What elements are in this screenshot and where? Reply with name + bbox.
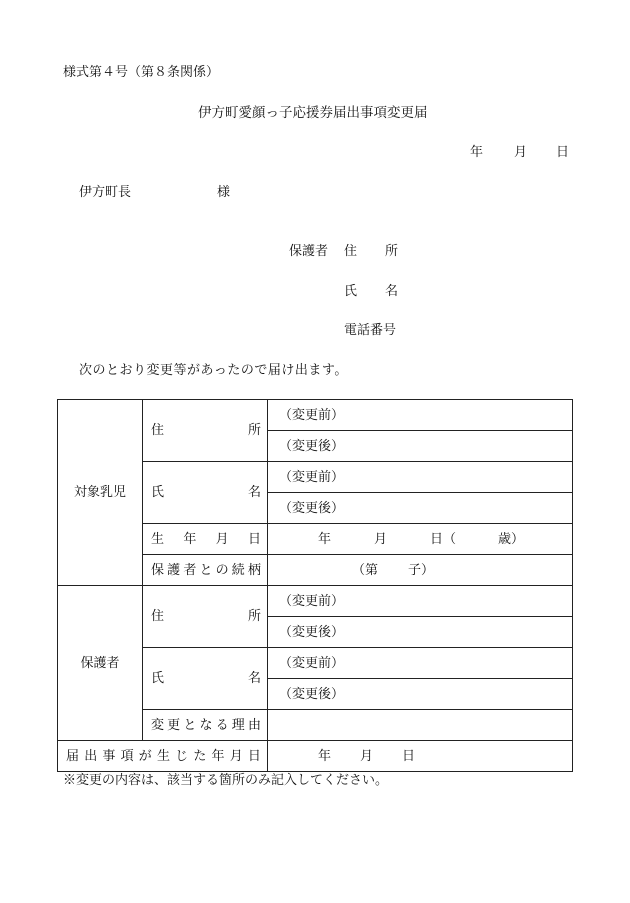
form-number: 様式第４号（第８条関係） — [63, 65, 220, 80]
intro-text: 次のとおり変更等があったので届け出ます。 — [79, 363, 348, 378]
occurred-year-unit: 年 — [318, 748, 332, 764]
occurred-date-label — [58, 741, 268, 772]
relation-label — [143, 555, 268, 586]
guardian-name-label — [143, 648, 268, 710]
applicant-name-label — [344, 285, 398, 298]
label-char: 年 — [211, 748, 225, 764]
relation-open: （第 — [352, 562, 379, 578]
table-row — [58, 741, 573, 772]
applicant-role: 保護者 — [289, 244, 329, 259]
label-char: 生 — [151, 531, 165, 547]
label-char: 出 — [84, 748, 98, 764]
applicant-phone-label: 電話番号 — [344, 323, 397, 338]
label-char: の — [215, 562, 229, 578]
birth-age-unit: 歳） — [498, 531, 525, 547]
birth-date-value[interactable] — [268, 524, 573, 555]
label-char: 名 — [384, 284, 398, 299]
label-char: 続 — [231, 562, 245, 578]
label-char: 氏 — [151, 671, 165, 686]
occurred-date-value[interactable] — [268, 741, 573, 772]
guardian-name-before[interactable]: （変更前） — [268, 648, 573, 679]
addressee-name: 伊方町長 — [79, 185, 132, 200]
label-char: と — [183, 717, 197, 733]
child-name-label — [143, 462, 268, 524]
label-char: 変 — [151, 717, 165, 733]
relation-close: 子） — [408, 562, 435, 578]
label-char: 所 — [247, 609, 261, 624]
guardian-address-label — [143, 586, 268, 648]
label-char: な — [199, 717, 213, 733]
child-address-after[interactable]: （変更後） — [268, 431, 573, 462]
guardian-group-cell: 保護者 — [58, 586, 143, 741]
label-char: 月 — [229, 748, 243, 764]
date-day: 日 — [556, 145, 570, 160]
birth-date-label — [143, 524, 268, 555]
label-char: 者 — [183, 562, 197, 578]
change-form-table — [57, 399, 573, 772]
child-name-after[interactable]: （変更後） — [268, 493, 573, 524]
birth-month-unit: 月 — [374, 531, 388, 547]
label-char: 護 — [167, 562, 181, 578]
label-char: 住 — [344, 244, 358, 259]
label-char: 生 — [156, 748, 170, 764]
label-char: 名 — [247, 485, 261, 500]
reason-value[interactable] — [268, 710, 573, 741]
label-char: 氏 — [344, 284, 358, 299]
occurred-day-unit: 日 — [402, 748, 416, 764]
child-group-cell: 対象乳児 — [58, 400, 143, 586]
label-char: 所 — [247, 423, 261, 438]
guardian-name-after[interactable]: （変更後） — [268, 679, 573, 710]
label-char: 住 — [151, 423, 165, 438]
label-char: が — [138, 748, 152, 764]
reason-label — [143, 710, 268, 741]
label-char: 保 — [151, 562, 165, 578]
label-char: 所 — [384, 244, 398, 259]
child-address-label — [143, 400, 268, 462]
guardian-address-before[interactable]: （変更前） — [268, 586, 573, 617]
label-char: 年 — [183, 531, 197, 547]
child-address-before[interactable]: （変更前） — [268, 400, 573, 431]
birth-year-unit: 年 — [318, 531, 332, 547]
date-month: 月 — [514, 145, 528, 160]
label-char: と — [199, 562, 213, 578]
label-char: 項 — [120, 748, 134, 764]
label-char: 日 — [247, 531, 261, 547]
table-row — [58, 586, 573, 617]
document-title: 伊方町愛顔っ子応援券届出事項変更届 — [198, 105, 428, 121]
label-char: 理 — [231, 717, 245, 733]
birth-day-unit: 日（ — [430, 531, 457, 547]
guardian-address-after[interactable]: （変更後） — [268, 617, 573, 648]
date-year: 年 — [470, 145, 484, 160]
footnote: ※変更の内容は、該当する箇所のみ記入してください。 — [63, 773, 389, 788]
child-name-before[interactable]: （変更前） — [268, 462, 573, 493]
label-char: 月 — [215, 531, 229, 547]
addressee-honorific: 様 — [217, 185, 231, 200]
label-char: 日 — [247, 748, 261, 764]
label-char: 届 — [66, 748, 80, 764]
applicant-address-label — [344, 245, 398, 258]
occurred-month-unit: 月 — [360, 748, 374, 764]
label-char: 名 — [247, 671, 261, 686]
label-char: た — [193, 748, 207, 764]
label-char: る — [215, 717, 229, 733]
relation-value[interactable] — [268, 555, 573, 586]
label-char: 由 — [247, 717, 261, 733]
label-char: 住 — [151, 609, 165, 624]
label-char: 更 — [167, 717, 181, 733]
label-char: 柄 — [247, 562, 261, 578]
label-char: 氏 — [151, 485, 165, 500]
label-char: じ — [175, 748, 189, 764]
label-char: 事 — [102, 748, 116, 764]
table-row — [58, 400, 573, 431]
